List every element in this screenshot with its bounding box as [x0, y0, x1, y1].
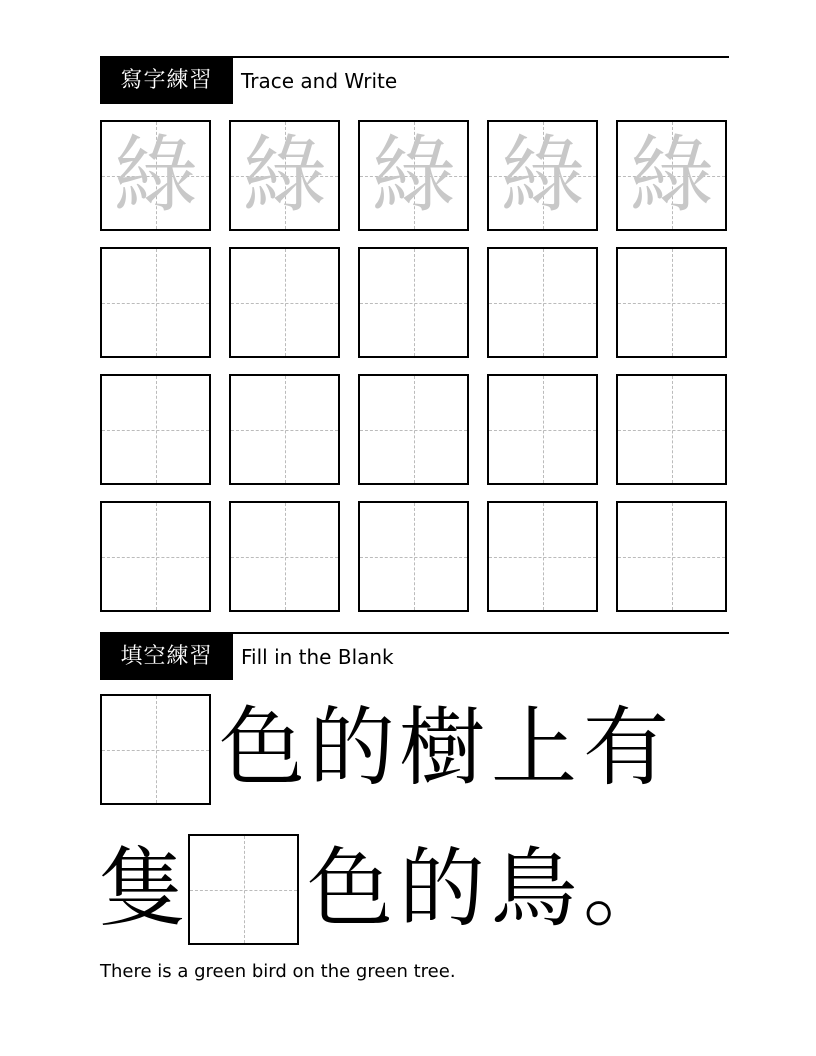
trace-box[interactable]	[100, 120, 211, 231]
sentence-character: 的	[309, 698, 395, 798]
trace-box[interactable]	[616, 120, 727, 231]
writing-box[interactable]	[229, 501, 340, 612]
blank-answer-box[interactable]	[188, 834, 299, 945]
trace-character: 綠	[500, 126, 585, 224]
trace-section-title-zh: 寫字練習	[100, 58, 233, 104]
sentence-character: 樹	[399, 698, 485, 798]
trace-character: 綠	[113, 126, 198, 224]
sentence-translation: There is a green bird on the green tree.	[100, 961, 456, 982]
sentence-character: 有	[583, 698, 669, 798]
sentence-character: 的	[399, 839, 485, 939]
writing-box[interactable]	[229, 374, 340, 485]
writing-box[interactable]	[358, 374, 469, 485]
trace-character: 綠	[371, 126, 456, 224]
writing-box[interactable]	[358, 501, 469, 612]
trace-box[interactable]	[229, 120, 340, 231]
writing-box[interactable]	[100, 247, 211, 358]
blank-answer-box[interactable]	[100, 694, 211, 805]
sentence-character: 色	[219, 698, 305, 798]
writing-box[interactable]	[487, 501, 598, 612]
sentence-character: 鳥	[491, 839, 577, 939]
sentence-character: 色	[307, 839, 393, 939]
trace-section-header	[100, 56, 729, 105]
trace-box[interactable]	[487, 120, 598, 231]
trace-character: 綠	[629, 126, 714, 224]
sentence-character: 隻	[99, 839, 185, 939]
writing-box[interactable]	[100, 374, 211, 485]
writing-box[interactable]	[616, 247, 727, 358]
writing-box[interactable]	[229, 247, 340, 358]
fill-section-header	[100, 632, 729, 681]
sentence-character: 。	[583, 839, 669, 939]
writing-box[interactable]	[358, 247, 469, 358]
writing-box[interactable]	[616, 501, 727, 612]
fill-section-title-zh: 填空練習	[100, 634, 233, 680]
sentence-character: 上	[491, 698, 577, 798]
writing-box[interactable]	[487, 247, 598, 358]
trace-section-title-en: Trace and Write	[241, 69, 398, 93]
fill-section-title-en: Fill in the Blank	[241, 645, 394, 669]
trace-box[interactable]	[358, 120, 469, 231]
trace-character: 綠	[242, 126, 327, 224]
writing-box[interactable]	[616, 374, 727, 485]
writing-box[interactable]	[100, 501, 211, 612]
writing-box[interactable]	[487, 374, 598, 485]
